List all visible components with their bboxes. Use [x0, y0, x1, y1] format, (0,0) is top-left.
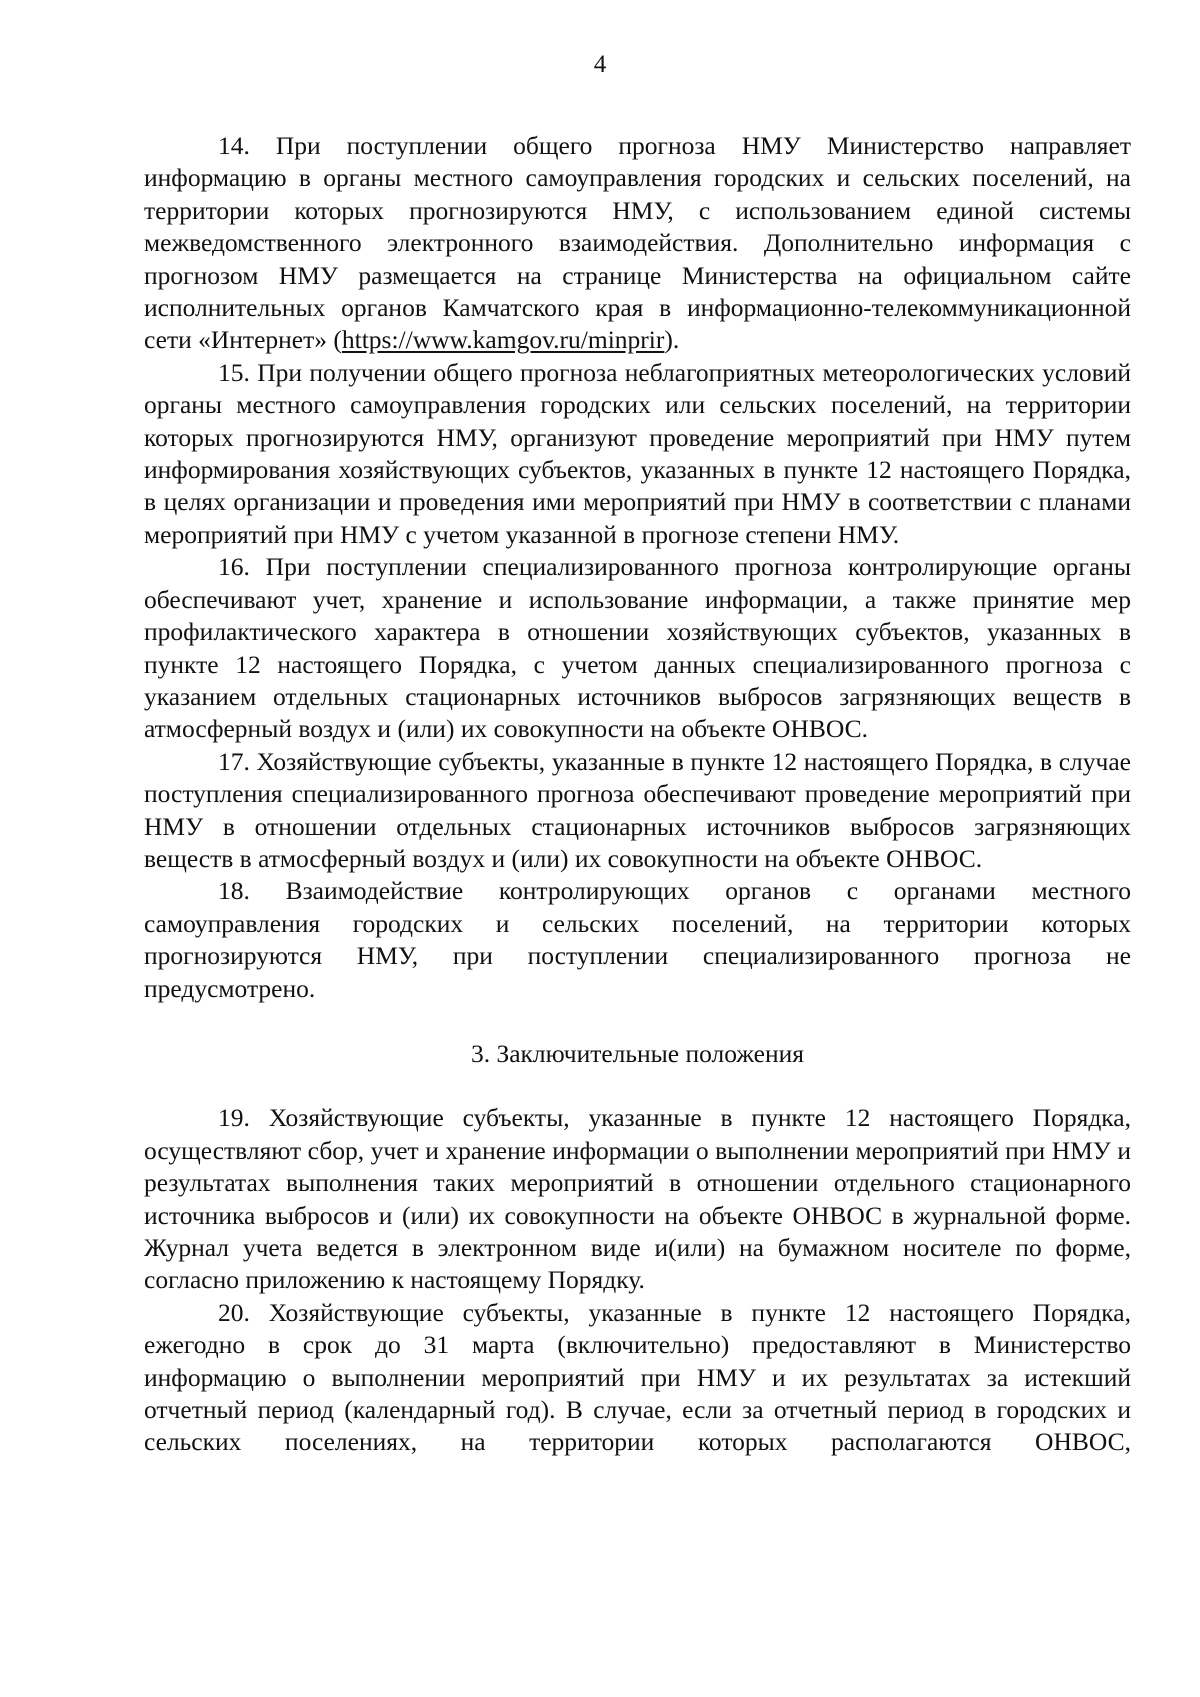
paragraph-20: 20. Хозяйствующие субъекты, указанные в пункте 12 настоящего Порядка, ежегодно в срок до 31 марта (включительно) предоставляют в Министерство информацию о выполнении мероприятий при НМУ и их результатах за истекший отчетный период (календарный год). В случае, если за отчетный период в городских и сельских поселениях, на территории которых располагаются ОНВОС, — [144, 1297, 1131, 1457]
minprir-website-link[interactable]: https://www.kamgov.ru/minprir — [341, 325, 665, 355]
paragraph-14 — [144, 130, 1131, 357]
paragraph-17: 17. Хозяйствующие субъекты, указанные в пункте 12 настоящего Порядка, в случае поступления специализированного прогноза обеспечивают проведение мероприятий при НМУ в отношении отдельных стационарных источников выбросов загрязняющих веществ в атмосферный воздух и (или) их совокупности на объекте ОНВОС. — [144, 746, 1131, 873]
paragraph-18: 18. Взаимодействие контролирующих органов с органами местного самоуправления городских и сельских поселений, на территории которых прогнозируются НМУ, при поступлении специализированного прогноза не предусмотрено. — [144, 876, 1131, 1003]
paragraph-14-link-close: ). — [664, 325, 680, 355]
paragraph-15: 15. При получении общего прогноза неблагоприятных метеорологических условий органы местного самоуправления городских или сельских поселений, на территории которых прогнозируются НМУ, организуют проведение мероприятий при НМУ путем информирования хозяйствующих субъектов, указанных в пункте 12 настоящего Порядка, в целях организации и проведения ими мероприятий при НМУ в соответствии с планами мероприятий при НМУ с учетом указанной в прогнозе степени НМУ. — [144, 357, 1131, 549]
page-number: 4 — [593, 51, 607, 78]
paragraph-16: 16. При поступлении специализированного прогноза контролирующие органы обеспечивают учет, хранение и использование информации, а также принятие мер профилактического характера в отношении хозяйствующих субъектов, указанных в пункте 12 настоящего Порядка, с учетом данных специализированного прогноза с указанием отдельных стационарных источников выбросов загрязняющих веществ в атмосферный воздух и (или) их совокупности на объекте ОНВОС. — [144, 552, 1131, 744]
section-heading-final-provisions: 3. Заключительные положения — [470, 1038, 805, 1068]
paragraph-14-link-open: ( — [333, 325, 342, 355]
paragraph-19: 19. Хозяйствующие субъекты, указанные в пункте 12 настоящего Порядка, осуществляют сбор, учет и хранение информации о выполнении мероприятий при НМУ и результатах выполнения таких мероприятий в отношении отдельного стационарного источника выбросов и (или) их совокупности на объекте ОНВОС в журнальной форме. Журнал учета ведется в электронном виде и(или) на бумажном носителе по форме, согласно приложению к настоящему Порядку. — [144, 1103, 1131, 1295]
document-body — [144, 130, 1131, 1459]
paragraph-14-text: 14. При поступлении общего прогноза НМУ Министерство направляет информацию в органы местного самоуправления городских и сельских поселений, на территории которых прогнозируются НМУ, с использованием единой системы межведомственного электронного взаимодействия. Дополнительно информация с прогнозом НМУ размещается на странице Министерства на официальном сайте исполнительных органов Камчатского края в информационно-телекоммуникационной сети «Интернет» — [144, 131, 1131, 355]
